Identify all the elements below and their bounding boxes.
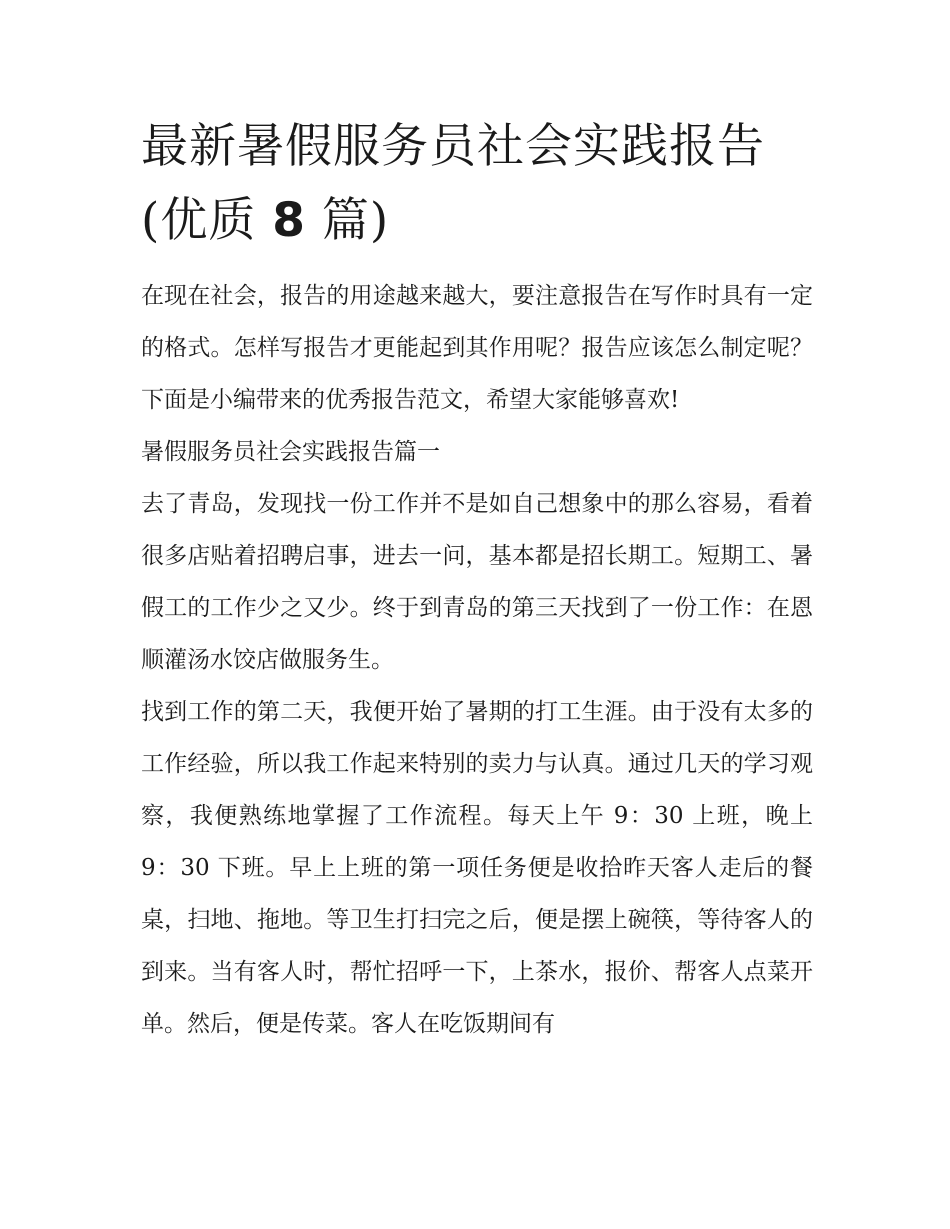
title-line-2-prefix: (优质 — [141, 193, 273, 248]
body-paragraph-1: 去了青岛，发现找一份工作并不是如自己想象中的那么容易，看着很多店贴着招聘启事，进去一问，基本都是招长期工。短期工、暑假工的工作少之又少。终于到青岛的第三天找到了一份工作：在恩顺灌汤水饺店做服务生。 — [141, 491, 813, 673]
document-title — [141, 110, 813, 258]
intro-paragraph: 在现在社会，报告的用途越来越大，要注意报告在写作时具有一定的格式。怎样写报告才更能起到其作用呢？报告应该怎么制定呢？下面是小编带来的优秀报告范文，希望大家能够喜欢! — [141, 283, 813, 413]
section-heading: 暑假服务员社会实践报告篇一 — [141, 439, 440, 465]
title-line-2-suffix: 篇) — [305, 193, 390, 248]
title-line-2-number: 8 — [272, 193, 306, 248]
body-paragraph-2: 找到工作的第二天，我便开始了暑期的打工生涯。由于没有太多的工作经验，所以我工作起来特别的卖力与认真。通过几天的学习观察，我便熟练地掌握了工作流程。每天上午 9：30 上班，晚上 9：30 下班。早上上班的第一项任务便是收拾昨天客人走后的餐桌，扫地、拖地。等卫生打扫完之后，便是摆上碗筷，等待客人的到来。当有客人时，帮忙招呼一下，上茶水，报价、帮客人点菜开单。然后，便是传菜。客人在吃饭期间有 — [141, 699, 813, 1037]
title-line-1: 最新暑假服务员社会实践报告 — [141, 119, 765, 174]
document-page — [141, 110, 813, 1050]
